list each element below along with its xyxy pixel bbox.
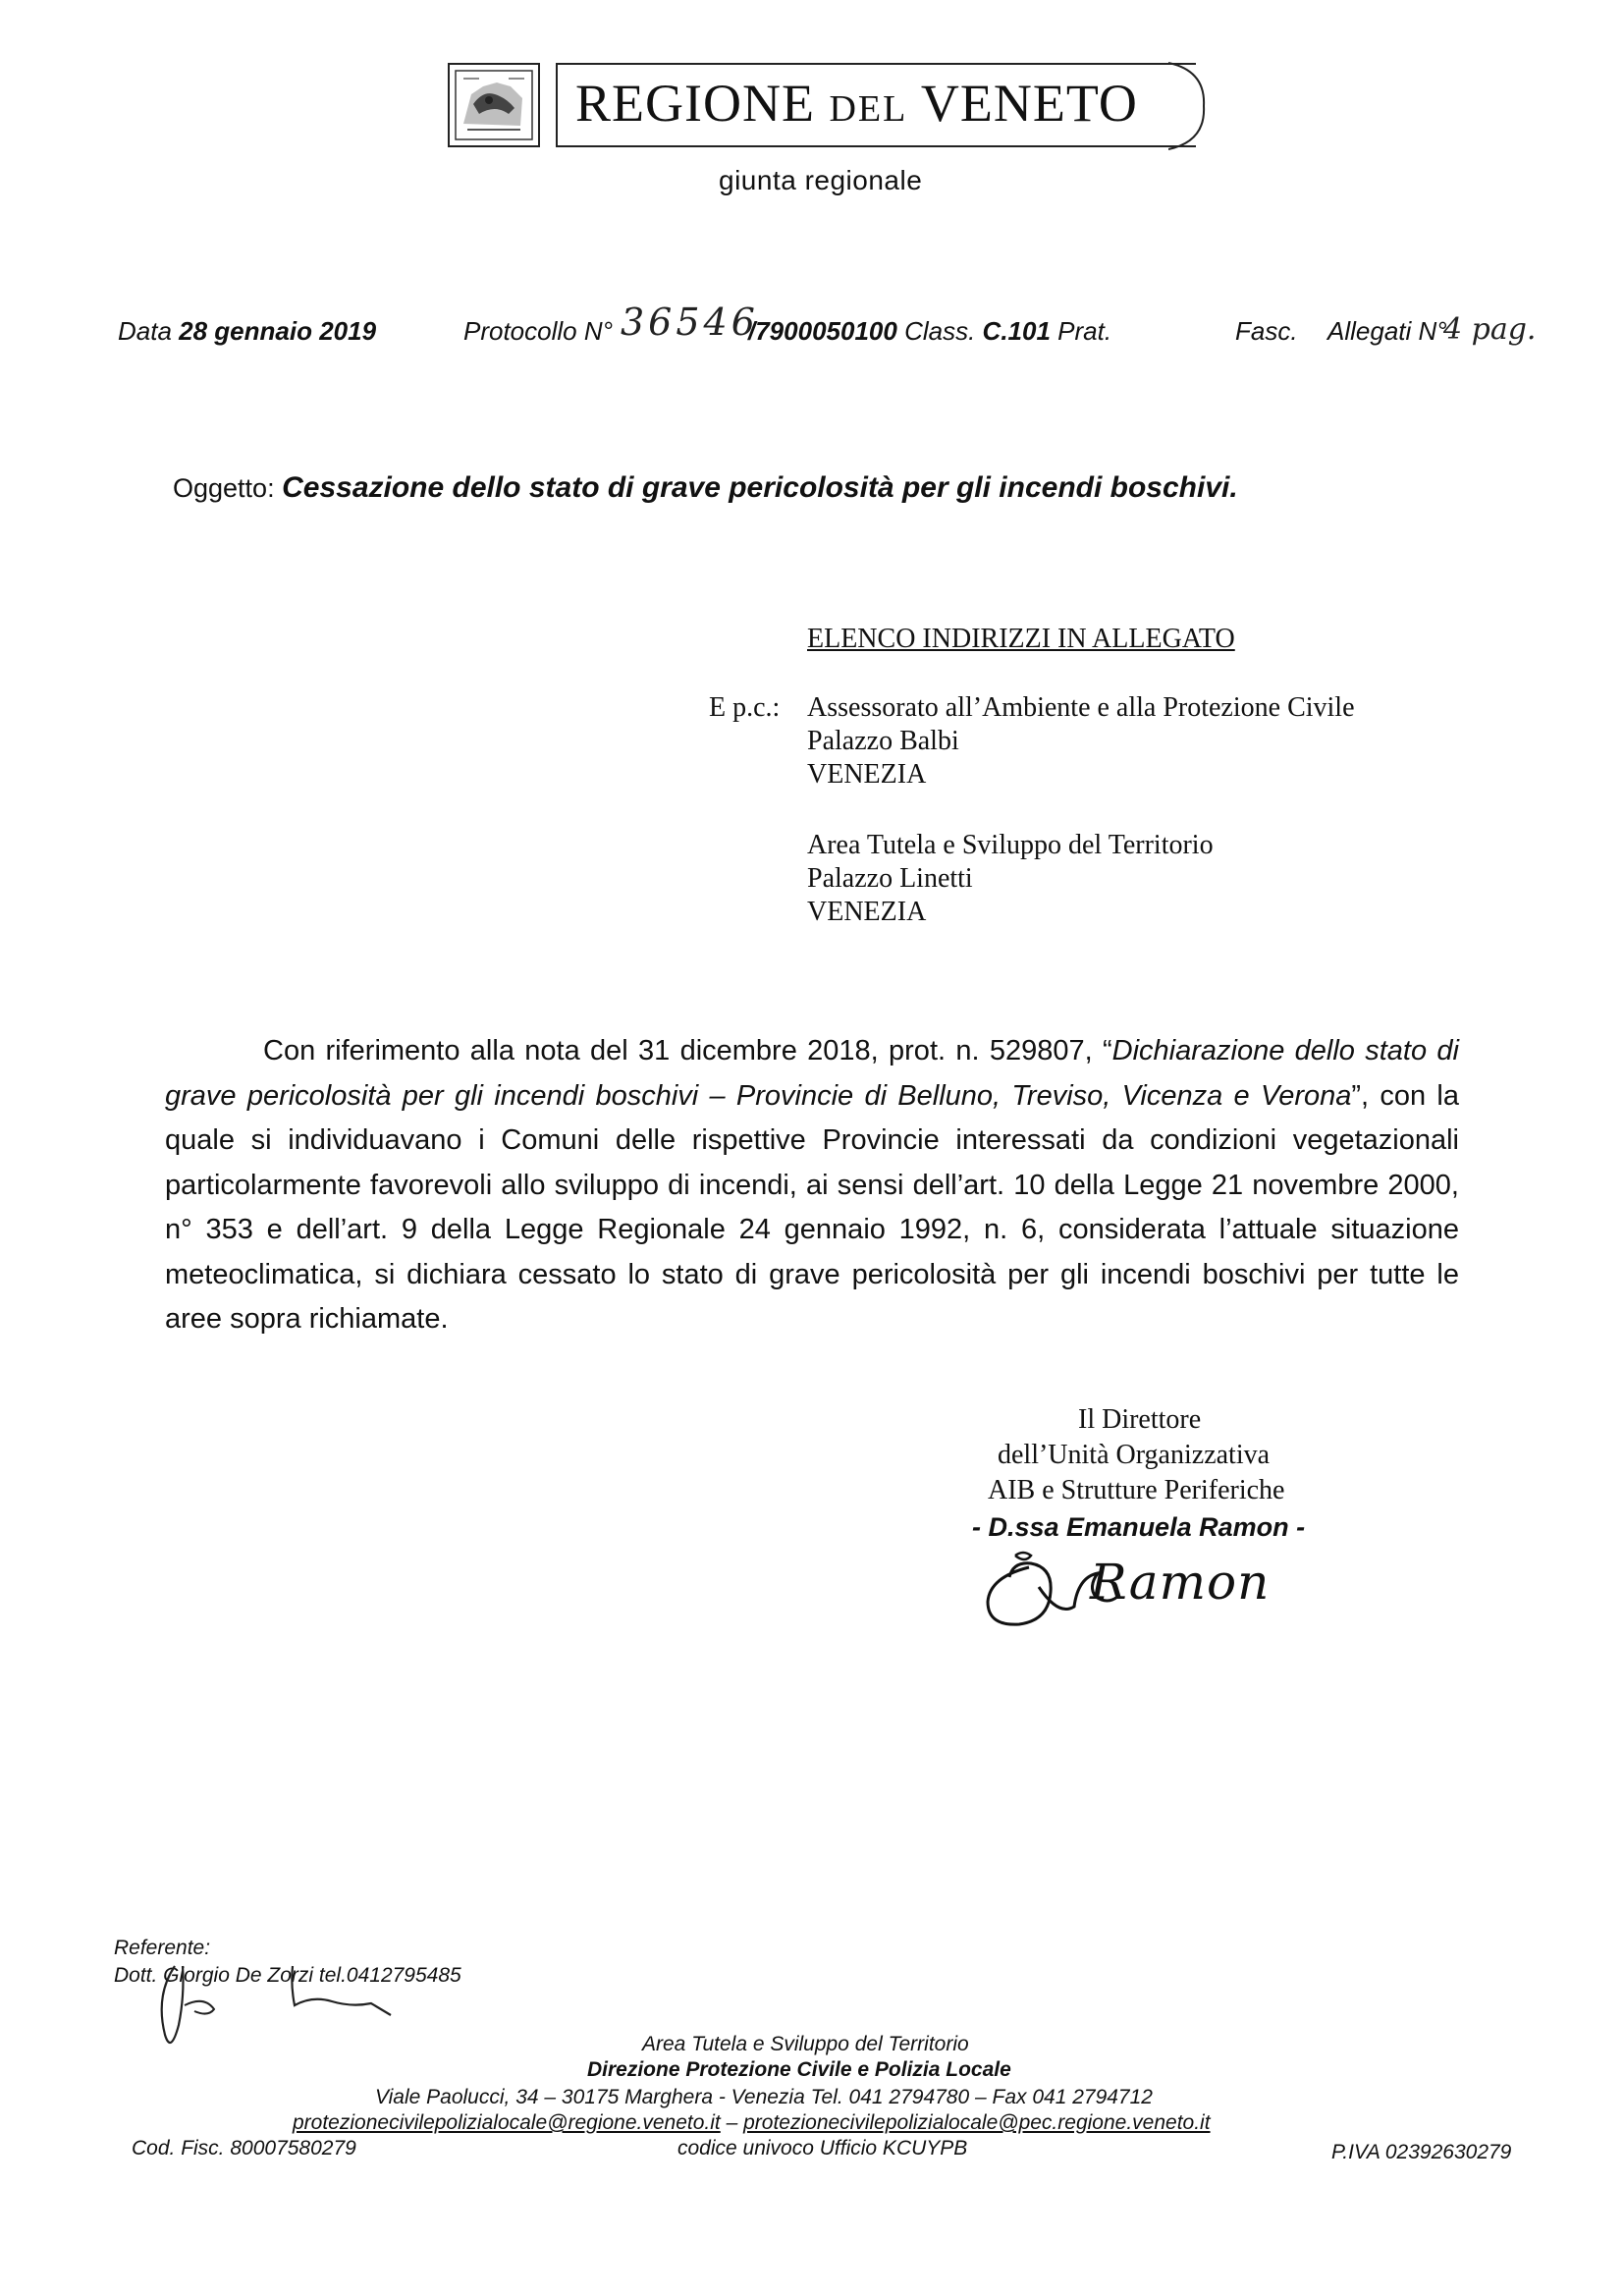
org-name: REGIONE DEL VENETO [575, 74, 1138, 133]
email-link-ordinary[interactable]: protezionecivilepolizialocale@regione.veneto.it [293, 2111, 721, 2134]
body-paragraph: Con riferimento alla nota del 31 dicembre 2018, prot. n. 529807, “Dichiarazione dello stato di grave pericolosità per gli incendi boschivi – Provincie di Belluno, Treviso, Vicenza e Verona”, con la quale si individuavano i Comuni delle rispettive Provincie interessati da condizioni vegetazionali particolarmente favorevoli allo sviluppo di incendi, ai sensi dell’art. 10 della Legge 21 novembre 2000, n° 353 e dell’art. 9 della Legge Regionale 24 gennaio 1992, n. 6, considerata l’attuale situazione meteoclimatica, si dichiara cessato lo stato di grave pericolosità per gli incendi boschivi per tutte le aree sopra richiamate. [165, 1035, 1459, 1335]
footer-codice-univoco: codice univoco Ufficio KCUYPB [677, 2137, 968, 2159]
footer-piva: P.IVA 02392630279 [1331, 2141, 1512, 2163]
email-link-pec[interactable]: protezionecivilepolizialocale@pec.regione.veneto.it [743, 2111, 1211, 2134]
header-title-frame-curve [1168, 61, 1208, 151]
signatory-name: - D.ssa Emanuela Ramon - [972, 1512, 1306, 1542]
allegati-label: Allegati N° [1327, 316, 1447, 346]
subject-value: Cessazione dello stato di grave pericolosità per gli incendi boschivi. [282, 471, 1238, 504]
recipients-main: ELENCO INDIRIZZI IN ALLEGATO [807, 624, 1235, 654]
cc-recipient-2: Area Tutela e Sviluppo del Territorio Palazzo Linetti VENEZIA [807, 830, 1214, 927]
allegati-handwritten-count: 4 pag. [1443, 312, 1537, 347]
footer-emails: protezionecivilepolizialocale@regione.veneto.it – protezionecivilepolizialocale@pec.regione.veneto.it [293, 2111, 1211, 2134]
footer-direzione: Direzione Protezione Civile e Polizia Locale [587, 2058, 1011, 2081]
cc-label: E p.c.: [709, 692, 781, 723]
protocol-handwritten-number: 36546 [621, 301, 759, 344]
referente-label: Referente: [114, 1937, 211, 1959]
referente-value: Dott. Giorgio De Zorzi tel.0412795485 [114, 1964, 461, 1987]
fasc-label: Fasc. [1235, 316, 1298, 346]
regione-veneto-emblem-icon [448, 63, 540, 147]
handwritten-signature-text: Ramon [1090, 1554, 1271, 1611]
protocol-classification: /7900050100 Class. C.101 Prat. [748, 316, 1112, 346]
footer-area: Area Tutela e Sviluppo del Territorio [642, 2033, 969, 2055]
signature-title: Il Direttore [1078, 1404, 1202, 1435]
subject-label: Oggetto: [173, 473, 275, 503]
footer-cod-fisc: Cod. Fisc. 80007580279 [132, 2137, 356, 2159]
subject-line [173, 471, 1238, 505]
referente-initials [145, 1956, 440, 2069]
date-field: Data 28 gennaio 2019 [118, 316, 377, 346]
cc-recipient-1: Assessorato all’Ambiente e alla Protezione Civile Palazzo Balbi VENEZIA [807, 692, 1355, 790]
footer-address: Viale Paolucci, 34 – 30175 Marghera - Venezia Tel. 041 2794780 – Fax 041 2794712 [375, 2086, 1153, 2108]
signature-unit: dell’Unità Organizzativa [998, 1440, 1271, 1470]
protocol-label: Protocollo N° [463, 316, 614, 346]
signature-unit-name: AIB e Strutture Periferiche [988, 1475, 1285, 1505]
org-subtitle: giunta regionale [719, 165, 923, 195]
